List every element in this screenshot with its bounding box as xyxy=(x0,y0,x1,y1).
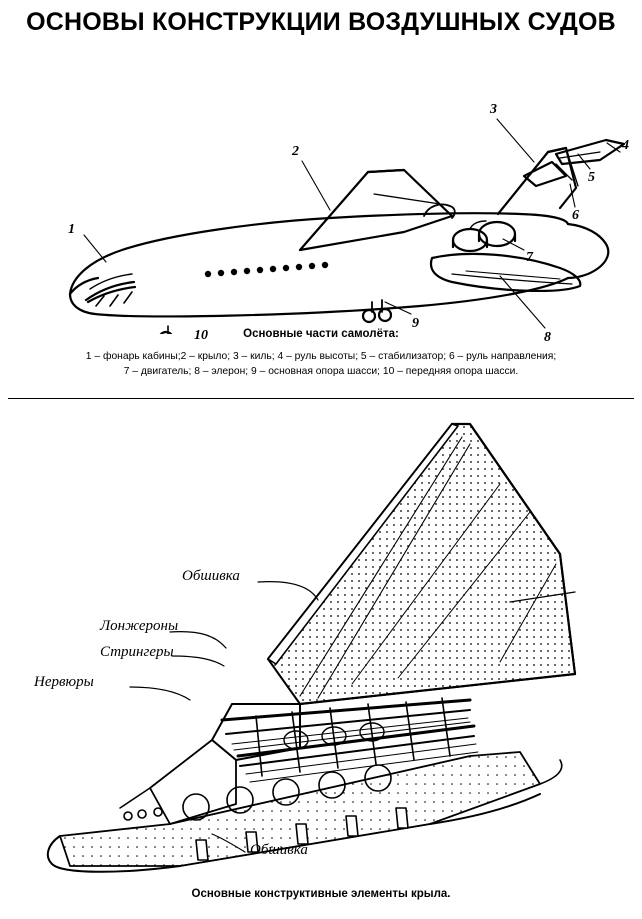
figure-aircraft-legend xyxy=(0,349,642,379)
callout-8: 8 xyxy=(544,330,551,345)
label-skin-top: Обшивка xyxy=(182,568,240,584)
aircraft-drawing xyxy=(0,44,642,334)
figure-aircraft-caption: Основные части самолёта: xyxy=(243,328,399,340)
page-title: ОСНОВЫ КОНСТРУКЦИИ ВОЗДУШНЫХ СУДОВ xyxy=(26,8,616,36)
callout-2: 2 xyxy=(292,144,299,159)
label-stringers: Стрингеры xyxy=(100,644,174,660)
callout-4: 4 xyxy=(622,138,629,153)
callout-5: 5 xyxy=(588,170,595,185)
callout-6: 6 xyxy=(572,208,579,223)
legend-line-1: 1 – фонарь кабины;2 – крыло; 3 – киль; 4 – руль высоты; 5 – стабилизатор; 6 – руль направления; xyxy=(85,351,557,362)
label-ribs: Нервюры xyxy=(34,674,94,690)
callout-9: 9 xyxy=(412,316,419,331)
legend-line-2: 7 – двигатель; 8 – элерон; 9 – основная опора шасси; 10 – передняя опора шасси. xyxy=(123,366,519,377)
figure-wing-caption: Основные конструктивные элементы крыла. xyxy=(191,888,451,900)
callout-10: 10 xyxy=(194,328,208,343)
callout-1: 1 xyxy=(68,222,75,237)
label-spars: Лонжероны xyxy=(100,618,179,634)
wing-drawing xyxy=(0,404,642,884)
figure-wing-structure xyxy=(0,404,642,884)
figure-aircraft xyxy=(0,44,642,345)
callout-3: 3 xyxy=(490,102,497,117)
label-skin-bottom: Обшивка xyxy=(250,842,308,858)
callout-7: 7 xyxy=(526,250,533,265)
section-divider xyxy=(8,398,634,399)
